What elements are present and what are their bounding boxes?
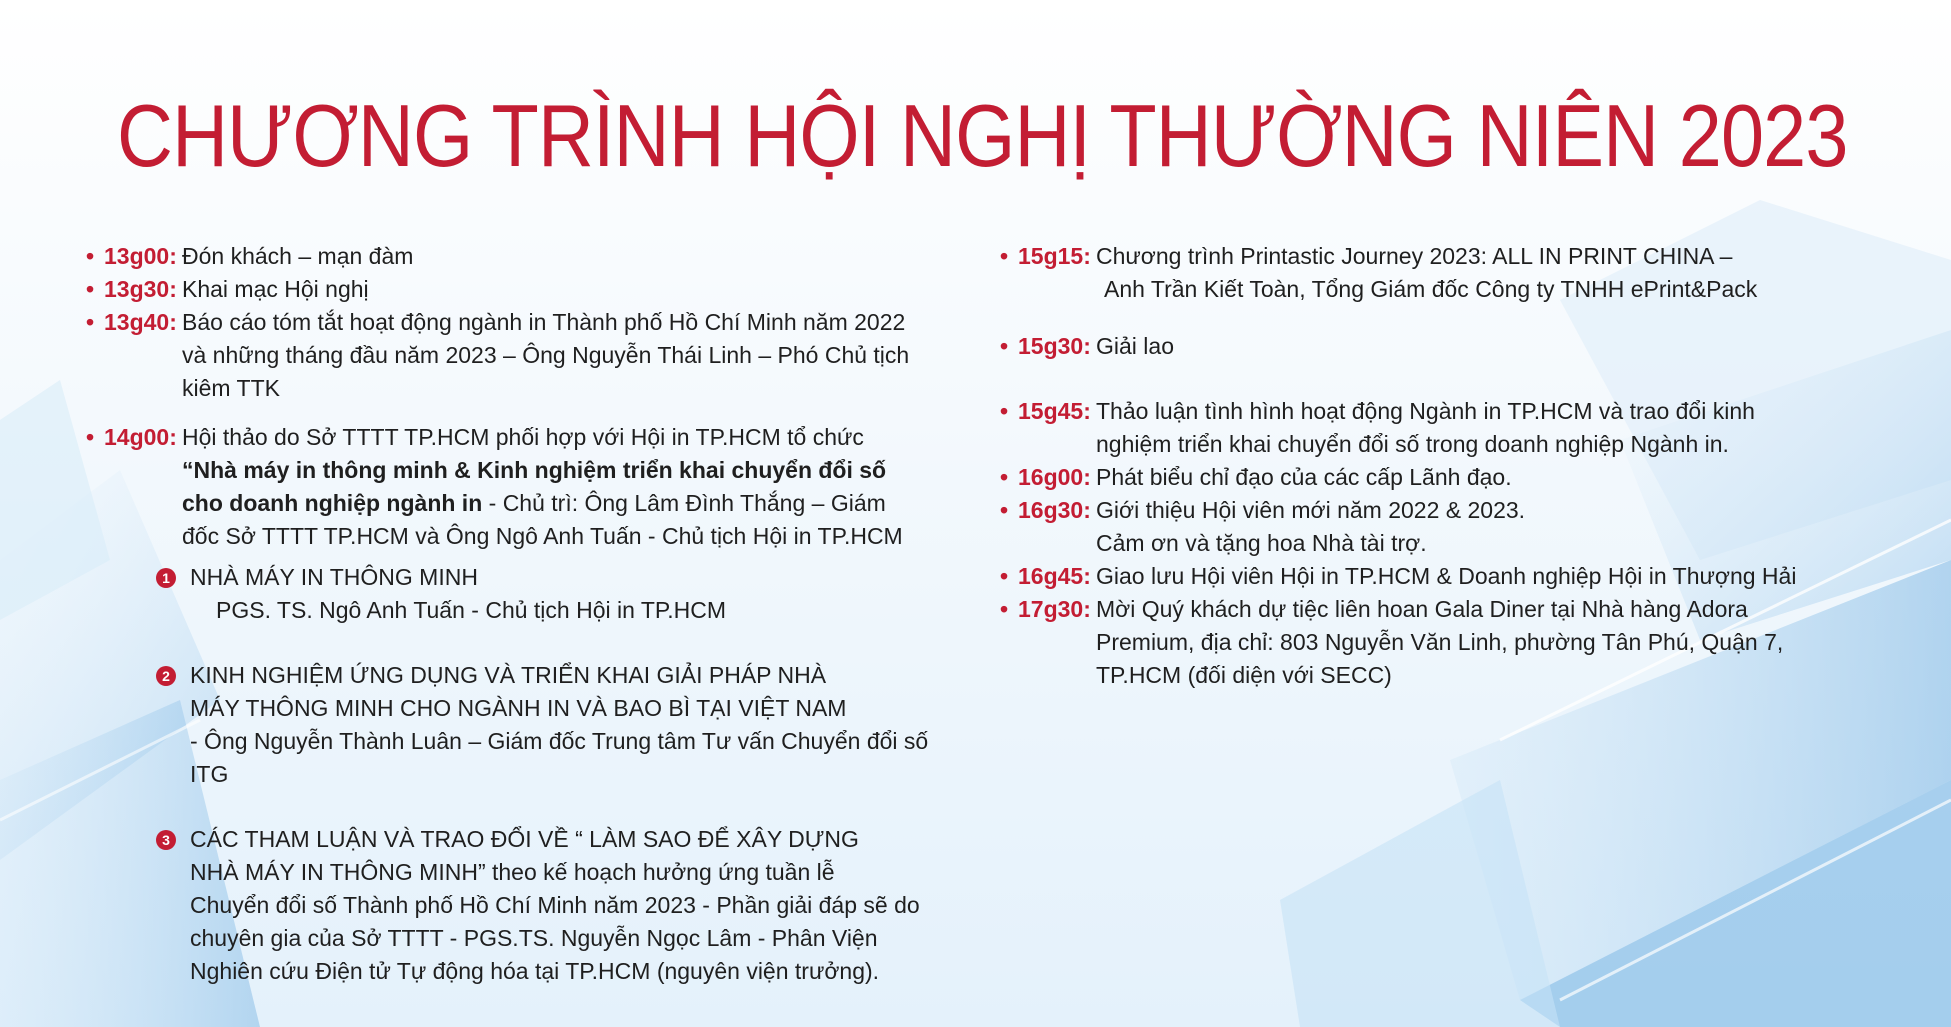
sub-item-title: NHÀ MÁY IN THÔNG MINH bbox=[190, 564, 478, 590]
schedule-time: 16g30: bbox=[1018, 497, 1091, 523]
bullet-icon: • bbox=[1000, 243, 1009, 269]
bullet-icon: • bbox=[1000, 497, 1009, 523]
schedule-time: 15g15: bbox=[1018, 243, 1091, 269]
sub-item bbox=[86, 659, 966, 791]
schedule-desc: Đón khách – mạn đàm bbox=[182, 243, 414, 269]
sub-item-line: NHÀ MÁY IN THÔNG MINH” theo kế hoạch hưởng ứng tuần lễ bbox=[190, 859, 835, 885]
bullet-icon: • bbox=[86, 276, 95, 302]
schedule-item bbox=[1000, 395, 1900, 461]
sub-item-speaker: PGS. TS. Ngô Anh Tuấn - Chủ tịch Hội in TP.HCM bbox=[216, 597, 727, 623]
schedule-item bbox=[86, 240, 966, 273]
schedule-desc-line: đốc Sở TTTT TP.HCM và Ông Ngô Anh Tuấn - Chủ tịch Hội in TP.HCM bbox=[182, 523, 903, 549]
workshop-chair: - Chủ trì: Ông Lâm Đình Thắng – Giám bbox=[482, 490, 886, 516]
number-badge-icon: 2 bbox=[156, 666, 176, 686]
schedule-item bbox=[1000, 494, 1900, 560]
sub-item bbox=[86, 561, 966, 627]
schedule-left-column bbox=[86, 240, 966, 988]
schedule-desc-line: Premium, địa chỉ: 803 Nguyễn Văn Linh, phường Tân Phú, Quận 7, bbox=[1096, 629, 1784, 655]
schedule-desc: Khai mạc Hội nghị bbox=[182, 276, 369, 302]
schedule-right-column bbox=[1000, 240, 1900, 692]
schedule-desc-line: Chương trình Printastic Journey 2023: ALL IN PRINT CHINA – bbox=[1096, 243, 1733, 269]
schedule-time: 15g30: bbox=[1018, 333, 1091, 359]
schedule-item bbox=[1000, 560, 1900, 593]
schedule-desc-line: Phát biểu chỉ đạo của các cấp Lãnh đạo. bbox=[1096, 464, 1512, 490]
schedule-time: 13g30: bbox=[104, 276, 177, 302]
schedule-time: 16g00: bbox=[1018, 464, 1091, 490]
workshop-title: “Nhà máy in thông minh & Kinh nghiệm triển khai chuyển đổi số bbox=[182, 457, 887, 483]
workshop-title-cont: cho doanh nghiệp ngành in bbox=[182, 490, 483, 516]
sub-item-line: - Ông Nguyễn Thành Luân – Giám đốc Trung tâm Tư vấn Chuyển đổi số ITG bbox=[190, 728, 929, 787]
bullet-icon: • bbox=[1000, 398, 1009, 424]
schedule-item bbox=[86, 273, 966, 306]
bullet-icon: • bbox=[86, 243, 95, 269]
schedule-desc-line: TP.HCM (đối diện với SECC) bbox=[1096, 662, 1392, 688]
schedule-desc-line: Anh Trần Kiết Toàn, Tổng Giám đốc Công ty TNHH ePrint&Pack bbox=[1104, 276, 1758, 302]
schedule-desc-line: Hội thảo do Sở TTTT TP.HCM phối hợp với Hội in TP.HCM tổ chức bbox=[182, 424, 864, 450]
sub-item-line: CÁC THAM LUẬN VÀ TRAO ĐỔI VỀ “ LÀM SAO ĐỂ XÂY DỰNG bbox=[190, 826, 859, 852]
schedule-desc-line: Giới thiệu Hội viên mới năm 2022 & 2023. bbox=[1096, 497, 1526, 523]
schedule-desc-line: Báo cáo tóm tắt hoạt động ngành in Thành phố Hồ Chí Minh năm 2022 bbox=[182, 309, 906, 335]
schedule-item bbox=[1000, 593, 1900, 692]
schedule-item bbox=[86, 306, 966, 405]
schedule-time: 13g40: bbox=[104, 309, 177, 335]
schedule-desc-line: kiêm TTK bbox=[182, 375, 280, 401]
schedule-time: 13g00: bbox=[104, 243, 177, 269]
schedule-item bbox=[1000, 330, 1900, 363]
schedule-desc-line: Giải lao bbox=[1096, 333, 1174, 359]
sub-item-line: Nghiên cứu Điện tử Tự động hóa tại TP.HCM (nguyên viện trưởng). bbox=[190, 958, 880, 984]
schedule-item bbox=[86, 421, 966, 553]
number-badge-icon: 1 bbox=[156, 568, 176, 588]
schedule-desc-line: nghiệm triển khai chuyển đổi số trong doanh nghiệp Ngành in. bbox=[1096, 431, 1729, 457]
bullet-icon: • bbox=[1000, 596, 1009, 622]
schedule-item bbox=[1000, 461, 1900, 494]
bullet-icon: • bbox=[1000, 464, 1009, 490]
sub-item-line: Chuyển đổi số Thành phố Hồ Chí Minh năm 2023 - Phần giải đáp sẽ do bbox=[190, 892, 920, 918]
schedule-time: 15g45: bbox=[1018, 398, 1091, 424]
bullet-icon: • bbox=[86, 424, 95, 450]
schedule-desc-line: Giao lưu Hội viên Hội in TP.HCM & Doanh nghiệp Hội in Thượng Hải bbox=[1096, 563, 1797, 589]
schedule-desc-line: Cảm ơn và tặng hoa Nhà tài trợ. bbox=[1096, 530, 1427, 556]
bullet-icon: • bbox=[1000, 563, 1009, 589]
sub-item-line: KINH NGHIỆM ỨNG DỤNG VÀ TRIỂN KHAI GIẢI PHÁP NHÀ bbox=[190, 662, 827, 688]
schedule-time: 17g30: bbox=[1018, 596, 1091, 622]
schedule-desc-line: Thảo luận tình hình hoạt động Ngành in TP.HCM và trao đổi kinh bbox=[1096, 398, 1755, 424]
number-badge-icon: 3 bbox=[156, 830, 176, 850]
sub-item bbox=[86, 823, 966, 988]
schedule-item bbox=[1000, 240, 1900, 306]
sub-item-line: MÁY THÔNG MINH CHO NGÀNH IN VÀ BAO BÌ TẠI VIỆT NAM bbox=[190, 695, 847, 721]
bullet-icon: • bbox=[86, 309, 95, 335]
sub-item-line: chuyên gia của Sở TTTT - PGS.TS. Nguyễn Ngọc Lâm - Phân Viện bbox=[190, 925, 878, 951]
schedule-time: 14g00: bbox=[104, 424, 177, 450]
bullet-icon: • bbox=[1000, 333, 1009, 359]
schedule-desc-line: và những tháng đầu năm 2023 – Ông Nguyễn Thái Linh – Phó Chủ tịch bbox=[182, 342, 910, 368]
schedule-desc-line: Mời Quý khách dự tiệc liên hoan Gala Diner tại Nhà hàng Adora bbox=[1096, 596, 1748, 622]
schedule-time: 16g45: bbox=[1018, 563, 1091, 589]
page-title: CHƯƠNG TRÌNH HỘI NGHỊ THƯỜNG NIÊN 2023 bbox=[117, 86, 1848, 185]
